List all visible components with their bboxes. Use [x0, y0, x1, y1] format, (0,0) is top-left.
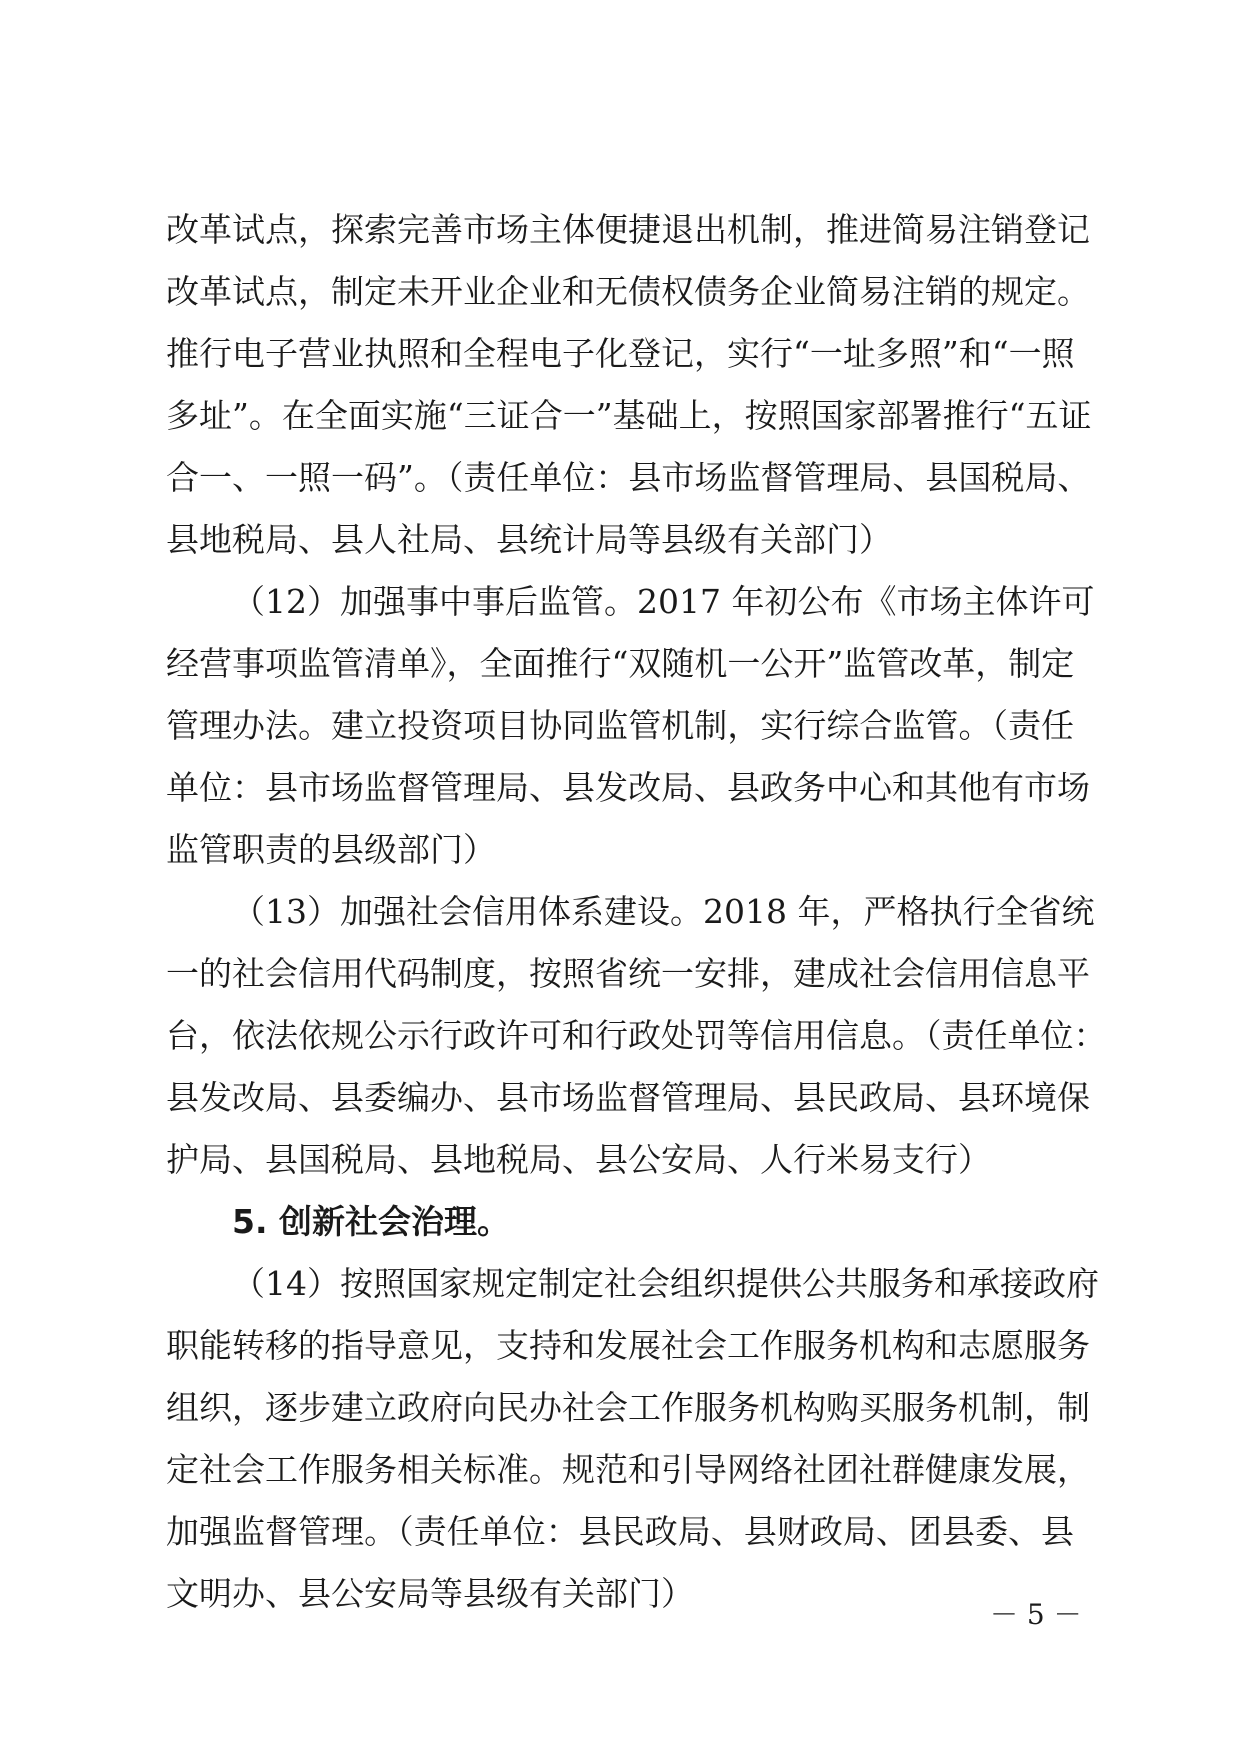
page-number: － 5 － — [990, 1598, 1082, 1631]
paragraph-1-line-1: 改革试点，探索完善市场主体便捷退出机制，推进简易注销登记 — [166, 210, 1090, 249]
paragraph-3-line-2: 一的社会信用代码制度，按照省统一安排，建成社会信用信息平 — [166, 954, 1090, 993]
paragraph-3-line-4: 县发改局、县委编办、县市场监督管理局、县民政局、县环境保 — [166, 1078, 1090, 1117]
paragraph-4-line-5: 加强监督管理。（责任单位：县民政局、县财政局、团县委、县 — [166, 1512, 1074, 1551]
paragraph-4-line-3: 组织，逐步建立政府向民办社会工作服务机构购买服务机制，制 — [166, 1388, 1090, 1427]
paragraph-2-line-2: 经营事项监管清单》，全面推行“双随机一公开”监管改革，制定 — [166, 644, 1075, 683]
paragraph-3-line-1: （13）加强社会信用体系建设。2018 年，严格执行全省统 — [232, 892, 1095, 931]
paragraph-2-line-3: 管理办法。建立投资项目协同监管机制，实行综合监管。（责任 — [166, 706, 1074, 745]
paragraph-4-line-6: 文明办、县公安局等县级有关部门） — [166, 1574, 694, 1613]
paragraph-1-line-3: 推行电子营业执照和全程电子化登记，实行“一址多照”和“一照 — [166, 334, 1075, 373]
paragraph-1-line-5: 合一、一照一码”。（责任单位：县市场监督管理局、县国税局、 — [166, 458, 1091, 497]
paragraph-4-line-1: （14）按照国家规定制定社会组织提供公共服务和承接政府 — [232, 1264, 1099, 1303]
paragraph-2-line-1: （12）加强事中事后监管。2017 年初公布《市场主体许可 — [232, 582, 1095, 621]
paragraph-4-line-2: 职能转移的指导意见，支持和发展社会工作服务机构和志愿服务 — [166, 1326, 1090, 1365]
paragraph-2-line-4: 单位：县市场监督管理局、县发改局、县政务中心和其他有市场 — [166, 768, 1090, 807]
paragraph-3-line-5: 护局、县国税局、县地税局、县公安局、人行米易支行） — [166, 1140, 991, 1179]
paragraph-2-line-5: 监管职责的县级部门） — [166, 830, 496, 869]
paragraph-4-line-4: 定社会工作服务相关标准。规范和引导网络社团社群健康发展， — [166, 1450, 1090, 1489]
paragraph-1-line-4: 多址”。在全面实施“三证合一”基础上，按照国家部署推行“五证 — [166, 396, 1092, 435]
paragraph-3-line-3: 台，依法依规公示行政许可和行政处罚等信用信息。（责任单位： — [166, 1016, 1107, 1055]
section-heading: 5. 创新社会治理。 — [232, 1202, 510, 1241]
paragraph-1-line-2: 改革试点，制定未开业企业和无债权债务企业简易注销的规定。 — [166, 272, 1090, 311]
paragraph-1-line-6: 县地税局、县人社局、县统计局等县级有关部门） — [166, 520, 892, 559]
